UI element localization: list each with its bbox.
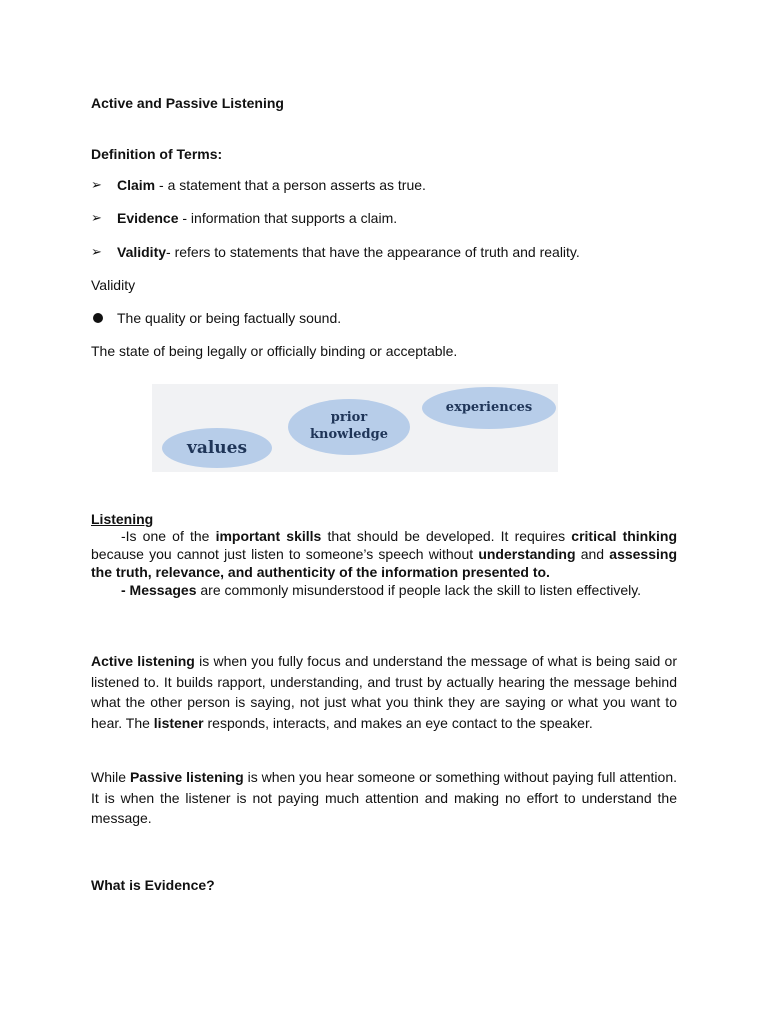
passive-listening-term: Passive listening [129,769,244,785]
arrow-bullet-icon: ➢ [91,244,102,259]
document-title: Active and Passive Listening [91,95,284,111]
listener-term: listener [153,714,204,731]
validity-line-2: The state of being legally or officially binding or acceptable. [91,343,458,359]
concept-figure [152,384,558,472]
arrow-bullet-icon: ➢ [91,177,102,192]
definitions-heading: Definition of Terms: [91,146,223,162]
oval-prior-knowledge [288,399,410,455]
validity-label: Validity [91,277,136,293]
oval-experiences: experiences [422,387,556,429]
oval-prior-line1: prior [330,410,368,426]
term-validity: Validity [117,244,167,260]
oval-prior-line2: knowledge [310,427,388,442]
round-bullet-icon [93,313,103,323]
listening-text-2: - Messages are commonly misunderstood if people lack the skill to listen effectively. [121,582,642,598]
oval-values: values [162,428,272,468]
listening-text-1: -Is one of the important skills that should be developed. It requires critical thinking because you cannot just listen to someone’s speech without understanding and assessing the truth, relevance, and authenticity of the information presented to. [91,528,678,580]
definition-evidence: - information that supports a claim. [178,210,398,226]
active-listening-paragraph: Active listening is when you fully focus and understand the message of what is being said or listened to. It builds rapport, understanding, and trust by actually hearing the message behind what the other person is saying, not just what you think they are saying or what you want to hear. The listener responds, interacts, and makes an eye contact to the speaker. [91,653,677,731]
listening-heading: Listening [91,511,154,527]
definition-claim: - a statement that a person asserts as true. [155,177,426,193]
listening-paragraph [91,527,677,599]
term-claim: Claim [117,177,156,193]
evidence-heading: What is Evidence? [91,877,215,893]
active-listening-term: Active listening [91,653,195,669]
arrow-bullet-icon: ➢ [91,210,102,225]
term-evidence: Evidence [117,210,179,226]
passive-listening-paragraph: While Passive listening is when you hear someone or something without paying full attention. It is when the listener is not paying much attention and making no effort to understand the message. [91,769,678,826]
definition-validity: - refers to statements that have the appearance of truth and reality. [166,244,580,260]
validity-bullet-text: The quality or being factually sound. [117,310,342,326]
